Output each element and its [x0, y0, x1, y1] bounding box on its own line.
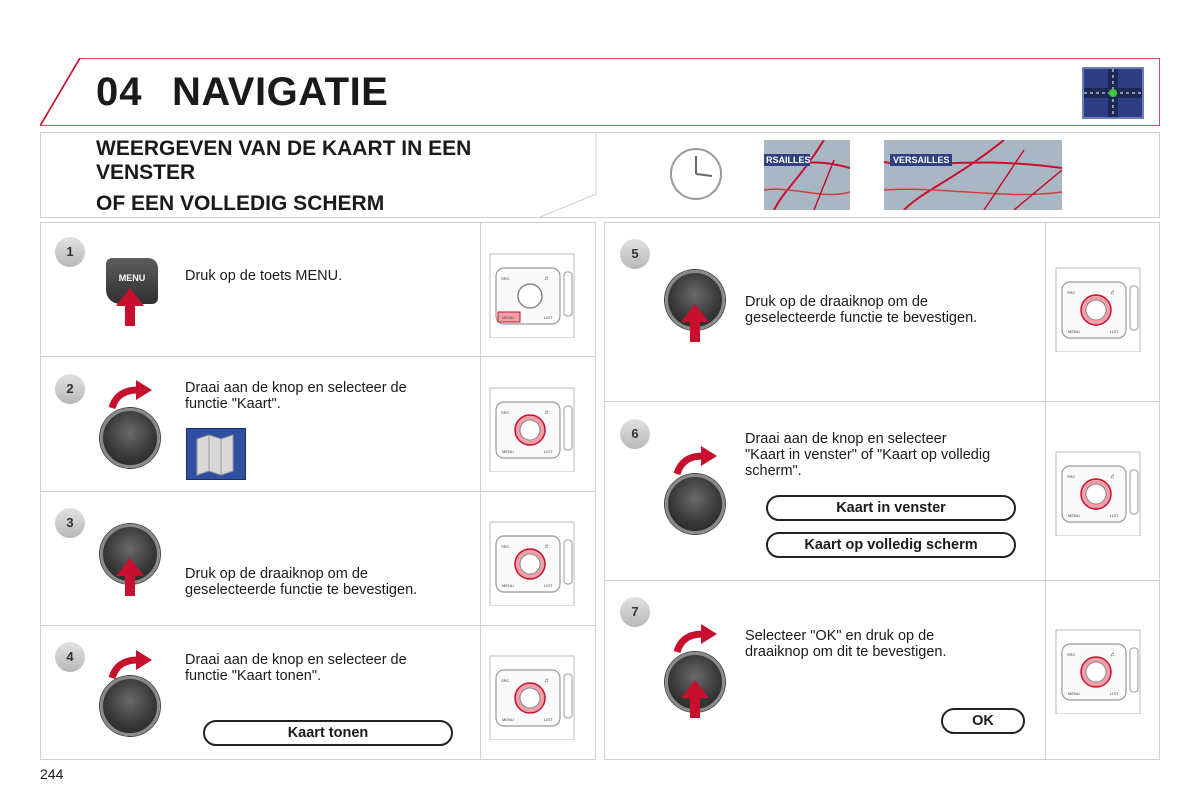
step-6-text-line-2: "Kaart in venster" of "Kaart op volledig: [745, 447, 991, 463]
rotate-arrow-icon: [673, 446, 719, 476]
radio-label-menu: MENU: [502, 449, 514, 454]
step-3-text-line-2: geselecteerde functie te bevestigen.: [185, 582, 418, 598]
step-badge-3: 3: [55, 508, 85, 538]
option-kaart-tonen: Kaart tonen: [203, 720, 453, 746]
rotary-knob: [665, 474, 725, 534]
section-title-line-1: WEERGEVEN VAN DE KAART IN EEN: [96, 137, 472, 160]
step-7-text-line-1: Selecteer "OK" en druk op de: [745, 628, 935, 644]
clock-icon: [668, 146, 724, 202]
radio-label-music: ♬: [544, 410, 550, 416]
radio-label-list: LIST: [544, 717, 553, 722]
option-kaart-op-volledig-scherm: Kaart op volledig scherm: [766, 532, 1016, 558]
radio-panel-knob-highlight: [488, 516, 576, 592]
chapter-title: NAVIGATIE: [172, 70, 389, 114]
radio-label-src: SRC: [1067, 652, 1076, 657]
press-arrow-icon: [679, 302, 711, 344]
step-2-text-line-2: functie "Kaart".: [185, 396, 281, 412]
radio-label-src: SRC: [501, 276, 510, 281]
step-5-text-line-1: Druk op de draaiknop om de: [745, 294, 928, 310]
radio-label-music: ♬: [544, 678, 550, 684]
rotary-knob: [100, 408, 160, 468]
map-window-thumbnail: [764, 140, 850, 210]
radio-label-src: SRC: [1067, 290, 1076, 295]
rotate-arrow-icon: [673, 624, 719, 654]
section-title-line-2: VENSTER: [96, 161, 196, 184]
radio-label-list: LIST: [1110, 329, 1119, 334]
step-6-text-line-1: Draai aan de knop en selecteer: [745, 431, 947, 447]
radio-label-menu: MENU: [1068, 329, 1080, 334]
map-fullscreen-thumbnail: [884, 140, 1062, 210]
step-badge-4: 4: [55, 642, 85, 672]
step-2-text-line-1: Draai aan de knop en selecteer de: [185, 380, 407, 396]
option-ok: OK: [941, 708, 1025, 734]
radio-panel-knob-highlight: [488, 382, 576, 458]
radio-panel-knob-highlight: [488, 650, 576, 726]
radio-panel-knob-highlight: [1054, 262, 1142, 338]
radio-label-menu: MENU: [1068, 513, 1080, 518]
page-number: 244: [40, 766, 64, 782]
menu-button-illustration: MENU: [106, 258, 158, 304]
step-3-text-line-1: Druk op de draaiknop om de: [185, 566, 368, 582]
radio-label-menu: MENU: [1068, 691, 1080, 696]
row-divider: [40, 491, 596, 492]
radio-panel-knob-highlight: [1054, 624, 1142, 700]
press-arrow-icon: [679, 678, 711, 720]
radio-label-menu: MENU: [502, 717, 514, 722]
step-badge-2: 2: [55, 374, 85, 404]
crossroads-icon: [1082, 67, 1144, 119]
step-1-text: Druk op de toets MENU.: [185, 268, 343, 284]
radio-label-music: ♬: [1110, 474, 1116, 480]
radio-label-music: ♬: [544, 544, 550, 550]
step-7-text-line-2: draaiknop om dit te bevestigen.: [745, 644, 947, 660]
radio-label-music: ♬: [1110, 290, 1116, 296]
radio-label-menu: MENU: [502, 583, 514, 588]
step-badge-6: 6: [620, 419, 650, 449]
radio-label-list: LIST: [1110, 513, 1119, 518]
step-badge-1: 1: [55, 237, 85, 267]
step-6-text-line-3: scherm".: [745, 463, 802, 479]
step-5-text-line-2: geselecteerde functie te bevestigen.: [745, 310, 978, 326]
rotate-arrow-icon: [108, 380, 154, 410]
press-arrow-icon: [114, 286, 146, 328]
chapter-number: 04: [96, 70, 143, 114]
radio-label-src: SRC: [501, 410, 510, 415]
right-panel-column-divider: [1045, 222, 1046, 760]
radio-label-music: ♬: [1110, 652, 1116, 658]
row-divider: [604, 580, 1160, 581]
radio-label-list: LIST: [544, 583, 553, 588]
radio-label-list: LIST: [544, 449, 553, 454]
map-menu-icon: [186, 428, 246, 480]
step-badge-5: 5: [620, 239, 650, 269]
radio-label-menu: MENU: [502, 315, 514, 320]
step-4-text-line-2: functie "Kaart tonen".: [185, 668, 322, 684]
radio-label-src: SRC: [1067, 474, 1076, 479]
row-divider: [604, 401, 1160, 402]
radio-panel-knob-highlight: [1054, 446, 1142, 522]
radio-label-music: ♬: [544, 276, 550, 282]
row-divider: [40, 356, 596, 357]
radio-label-src: SRC: [501, 544, 510, 549]
radio-label-src: SRC: [501, 678, 510, 683]
map-label-right: VERSAILLES: [893, 155, 950, 165]
title-divider: [536, 132, 606, 218]
step-badge-7: 7: [620, 597, 650, 627]
radio-label-list: LIST: [544, 315, 553, 320]
rotary-knob: [100, 676, 160, 736]
map-label-left: RSAILLES: [766, 155, 811, 165]
row-divider: [40, 625, 596, 626]
option-kaart-in-venster: Kaart in venster: [766, 495, 1016, 521]
step-4-text-line-1: Draai aan de knop en selecteer de: [185, 652, 407, 668]
section-title-line-3: OF EEN VOLLEDIG SCHERM: [96, 192, 385, 215]
radio-label-list: LIST: [1110, 691, 1119, 696]
press-arrow-icon: [114, 556, 146, 598]
radio-panel-menu-highlight: [488, 248, 576, 324]
